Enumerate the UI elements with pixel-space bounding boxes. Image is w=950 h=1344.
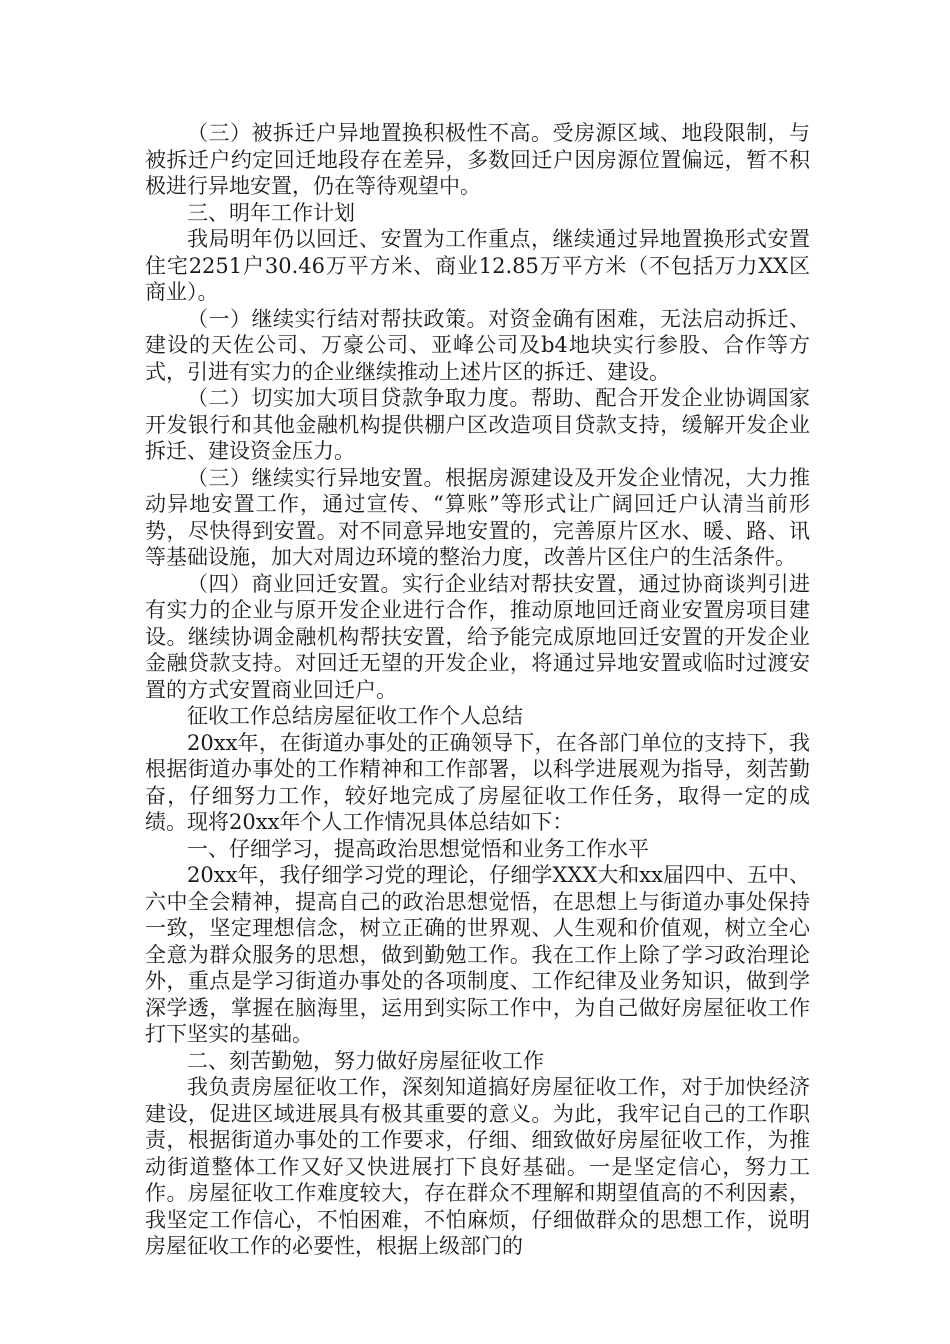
section-title-personal-summary: 征收工作总结房屋征收工作个人总结 [187, 704, 523, 728]
paragraph-plan-item-2: （二）切实加大项目贷款争取力度。帮助、配合开发企业协调国家开发银行和其他金融机构提供棚户区改造项目贷款支持，缓解开发企业拆迁、建设资金压力。 [145, 386, 810, 463]
paragraph-diligence: 我负责房屋征收工作，深刻知道搞好房屋征收工作，对于加快经济建设，促进区域进展具有极其重要的意义。为此，我牢记自己的工作职责，根据街道办事处的工作要求，仔细、细致做好房屋征收工作，为推动街道整体工作又好又快进展打下良好基础。一是坚定信心，努力工作。房屋征收工作难度较大，存在群众不理解和期望值高的不利因素，我坚定工作信心，不怕困难，不怕麻烦，仔细做群众的思想工作，说明房屋征收工作的必要性，根据上级部门的 [145, 1075, 810, 1258]
heading-next-year-plan: 三、明年工作计划 [187, 200, 355, 225]
paragraph-plan-item-4: （四）商业回迁安置。实行企业结对帮扶安置，通过协商谈判引进有实力的企业与原开发企业进行合作，推动原地回迁商业安置房项目建设。继续协调金融机构帮扶安置，给予能完成原地回迁安置的开发企业金融贷款支持。对回迁无望的开发企业，将通过异地安置或临时过渡安置的方式安置商业回迁户。 [145, 571, 810, 702]
paragraph-summary-intro: 20xx年，在街道办事处的正确领导下，在各部门单位的支持下，我根据街道办事处的工作精神和工作部署，以科学进展观为指导，刻苦勤奋，仔细努力工作，较好地完成了房屋征收工作任务，取得一定的成绩。现将20xx年个人工作情况具体总结如下： [145, 730, 810, 834]
paragraph-plan-item-3: （三）继续实行异地安置。根据房源建设及开发企业情况，大力推动异地安置工作，通过宣传、“算账”等形式让广阔回迁户认清当前形势，尽快得到安置。对不同意异地安置的，完善原片区水、暖、路、讯等基础设施，加大对周边环境的整治力度，改善片区住户的生活条件。 [145, 465, 810, 569]
document-page [145, 120, 810, 1260]
heading-diligence: 二、刻苦勤勉，努力做好房屋征收工作 [187, 1048, 544, 1073]
heading-study: 一、仔细学习，提高政治思想觉悟和业务工作水平 [187, 836, 649, 861]
paragraph-plan-item-1: （一）继续实行结对帮扶政策。对资金确有困难，无法启动拆迁、建设的天佐公司、万豪公司、亚峰公司及b4地块实行参股、合作等方式，引进有实力的企业继续推动上述片区的拆迁、建设。 [145, 306, 810, 384]
paragraph-plan-intro: 我局明年仍以回迁、安置为工作重点，继续通过异地置换形式安置住宅2251户30.46万平方米、商业12.85万平方米（不包括万力XX区商业）。 [145, 227, 810, 304]
paragraph-study: 20xx年，我仔细学习党的理论，仔细学XXX大和xx届四中、五中、六中全会精神，提高自己的政治思想觉悟，在思想上与街道办事处保持一致，坚定理想信念，树立正确的世界观、人生观和价值观，树立全心全意为群众服务的思想，做到勤勉工作。我在工作上除了学习政治理论外，重点是学习街道办事处的各项制度、工作纪律及业务知识，做到学深学透，掌握在脑海里，运用到实际工作中，为自己做好房屋征收工作打下坚实的基础。 [145, 863, 810, 1046]
paragraph-relocation-problem: （三）被拆迁户异地置换积极性不高。受房源区域、地段限制，与被拆迁户约定回迁地段存在差异，多数回迁户因房源位置偏远，暂不积极进行异地安置，仍在等待观望中。 [145, 121, 810, 198]
